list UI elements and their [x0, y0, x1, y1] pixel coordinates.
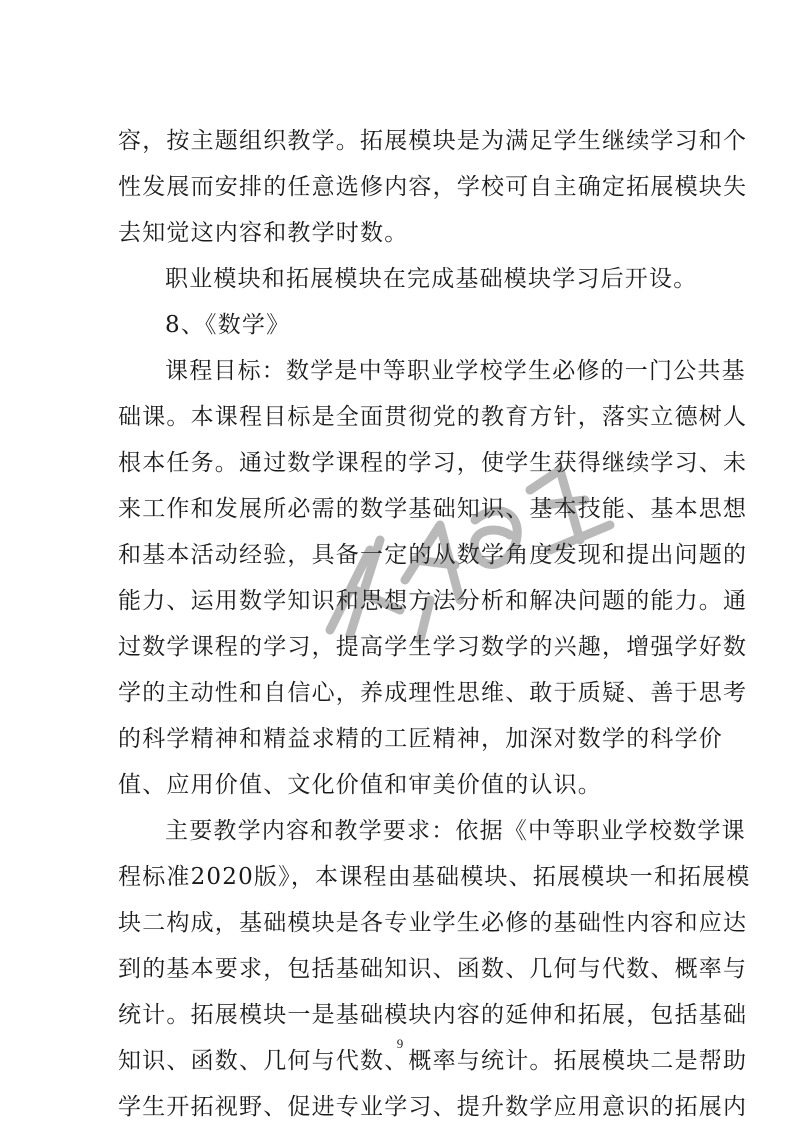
text-line: 到的基本要求，包括基础知识、函数、几何与代数、概率与 — [118, 956, 748, 982]
text-line: 去知觉这内容和教学时数。 — [118, 220, 409, 246]
text-line: 主要教学内容和教学要求：依据《中等职业学校数学课 — [165, 818, 746, 844]
text-line: 能力、运用数学知识和思想方法分析和解决问题的能力。通 — [118, 588, 748, 614]
text-line: 性发展而安排的任意选修内容，学校可自主确定拓展模块失 — [118, 174, 748, 200]
text-line: 课程目标：数学是中等职业学校学生必修的一门公共基 — [165, 358, 746, 384]
text-line: 程标准2020版》，本课程由基础模块、拓展模块一和拓展模 — [118, 864, 751, 890]
text-line: 职业模块和拓展模块在完成基础模块学习后开设。 — [165, 266, 698, 292]
text-line: 过数学课程的学习，提高学生学习数学的兴趣，增强学好数 — [118, 634, 748, 660]
text-line: 块二构成，基础模块是各专业学生必修的基础性内容和应达 — [118, 910, 748, 936]
text-line: 来工作和发展所必需的数学基础知识、基本技能、基本思想 — [118, 496, 748, 522]
text-line: 统计。拓展模块一是基础模块内容的延伸和拓展，包括基础 — [118, 1002, 748, 1028]
document-body — [118, 118, 751, 1130]
text-line: 础课。本课程目标是全面贯彻党的教育方针，落实立德树人 — [118, 404, 748, 430]
text-line: 8、《数学》 — [165, 312, 291, 338]
text-line: 学生开拓视野、促进专业学习、提升数学应用意识的拓展内 — [118, 1094, 748, 1120]
text-line: 学的主动性和自信心，养成理性思维、敢于质疑、善于思考 — [118, 680, 748, 706]
text-line: 知识、函数、几何与代数、概率与统计。拓展模块二是帮助 — [118, 1048, 748, 1074]
text-line: 和基本活动经验，具备一定的从数学角度发现和提出问题的 — [118, 542, 748, 568]
text-line: 值、应用价值、文化价值和审美价值的认识。 — [118, 772, 602, 798]
page-number: 9 — [396, 1036, 404, 1051]
text-line: 容，按主题组织教学。拓展模块是为满足学生继续学习和个 — [118, 128, 748, 154]
text-line: 根本任务。通过数学课程的学习，使学生获得继续学习、未 — [118, 450, 748, 476]
text-line: 的科学精神和精益求精的工匠精神，加深对数学的科学价 — [118, 726, 723, 752]
